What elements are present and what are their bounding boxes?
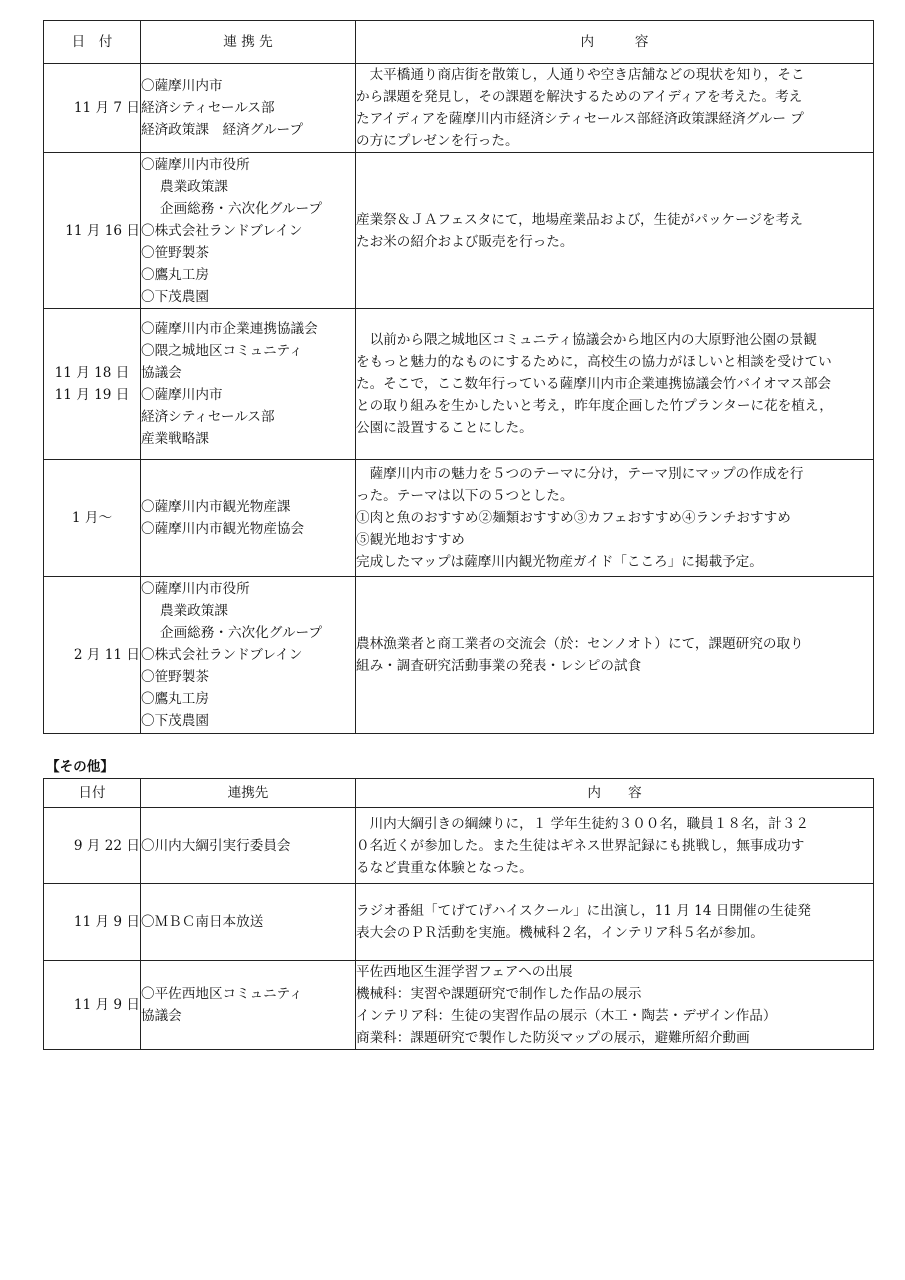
partner-line: 〇薩摩川内市企業連携協議会 bbox=[141, 321, 318, 337]
content-line: 組み・調査研究活動事業の発表・レシピの試食 bbox=[356, 658, 642, 674]
partner-line: 〇薩摩川内市観光物産協会 bbox=[141, 521, 305, 537]
content-line: 以前から隈之城地区コミュニティ協議会から地区内の大原野池公園の景観 bbox=[356, 332, 817, 348]
content-line: 平佐西地区生涯学習フェアへの出展 bbox=[356, 964, 573, 980]
partner-line: 〇株式会社ランドブレイン bbox=[141, 222, 303, 239]
section-heading-other: 【その他】 bbox=[46, 759, 114, 775]
row-partner bbox=[141, 961, 356, 1050]
content-line: 薩摩川内市の魅力を５つのテーマに分け，テーマ別にマップの作成を行 bbox=[356, 466, 804, 482]
row-partner bbox=[141, 153, 356, 309]
content-line: ０名近くが参加した。また生徒はギネス世界記録にも挑戦し，無事成功す bbox=[356, 837, 805, 854]
partner-line: 〇株式会社ランドブレイン bbox=[141, 647, 303, 663]
row-partner bbox=[141, 577, 356, 734]
content-line: 太平橋通り商店街を散策し，人通りや空き店舗などの現状を知り，そこ bbox=[356, 67, 805, 83]
content-line: との取り組みを生かしたいと考え，昨年度企画した竹プランターに花を植え， bbox=[356, 398, 833, 414]
partner-line: 協議会 bbox=[141, 1008, 182, 1024]
row-partner bbox=[141, 64, 356, 153]
partner-line: 経済シティセールス部 bbox=[141, 409, 275, 425]
partner-line: 企画総務・六次化グループ bbox=[160, 200, 323, 217]
header-partner: 連 携 先 bbox=[141, 21, 356, 64]
row-date: 1 月～ bbox=[44, 460, 141, 577]
partner-line: 〇薩摩川内市観光物産課 bbox=[141, 499, 291, 515]
row-date: 11 月 16 日 bbox=[44, 153, 141, 309]
partner-line: 農業政策課 bbox=[160, 178, 228, 195]
row-content bbox=[356, 961, 874, 1050]
row-content bbox=[356, 884, 874, 961]
content-line: ラジオ番組「てげてげハイスクール」に出演し，11 月 14 日開催の生徒発 bbox=[356, 903, 811, 919]
content-line: 完成したマップは薩摩川内観光物産ガイド「こころ」に掲載予定。 bbox=[356, 554, 763, 570]
content-line: 機械科：実習や課題研究で制作した作品の展示 bbox=[356, 986, 642, 1002]
row-content bbox=[356, 808, 874, 884]
partner-line: 産業戦略課 bbox=[141, 431, 209, 447]
partner-line: 〇隈之城地区コミュニティ bbox=[141, 343, 303, 359]
row-partner bbox=[141, 808, 356, 884]
row-content bbox=[356, 309, 874, 460]
partner-line: 経済シティセールス部 bbox=[141, 100, 275, 116]
content-line: った。テーマは以下の５つとした。 bbox=[356, 488, 574, 504]
content-line: 商業科：課題研究で製作した防災マップの展示，避難所紹介動画 bbox=[356, 1030, 750, 1046]
row-partner bbox=[141, 884, 356, 961]
partner-line: 〇平佐西地区コミュニティ bbox=[141, 986, 303, 1002]
content-line: 川内大綱引きの綱練りに，１ 学年生徒約３００名，職員１８名，計３２ bbox=[356, 815, 809, 832]
row-date: 11 月 9 日 bbox=[44, 961, 141, 1050]
content-line: たアイディアを薩摩川内市経済シティセールス部経済政策課経済グルー プ bbox=[356, 111, 804, 127]
partner-line: 〇ＭＢＣ南日本放送 bbox=[141, 914, 264, 930]
row-content bbox=[356, 460, 874, 577]
table-header-row bbox=[44, 779, 874, 808]
content-line: 表大会のＰＲ活動を実施。機械科２名，インテリア科５名が参加。 bbox=[356, 925, 764, 941]
activities-table bbox=[43, 20, 874, 734]
content-line: から課題を発見し，その課題を解決するためのアイディアを考えた。考え bbox=[356, 89, 803, 105]
table-header-row bbox=[44, 21, 874, 64]
partner-line: 〇薩摩川内市 bbox=[141, 78, 223, 94]
content-line: の方にプレゼンを行った。 bbox=[356, 133, 519, 149]
header-content: 内 容 bbox=[356, 779, 874, 808]
partner-line: 〇下茂農園 bbox=[141, 288, 209, 305]
content-line: るなど貴重な体験となった。 bbox=[356, 859, 533, 876]
partner-line: 〇下茂農園 bbox=[141, 713, 209, 729]
partner-line: 企画総務・六次化グループ bbox=[160, 625, 323, 641]
partner-line: 〇薩摩川内市役所 bbox=[141, 581, 250, 597]
other-activities-table bbox=[43, 778, 874, 1050]
table-row bbox=[44, 961, 874, 1050]
partner-line: 〇鷹丸工房 bbox=[141, 691, 209, 707]
row-content bbox=[356, 64, 874, 153]
date-line: 11 月 19 日 bbox=[54, 387, 130, 403]
partner-line: 農業政策課 bbox=[160, 603, 228, 619]
table-row bbox=[44, 884, 874, 961]
table-row bbox=[44, 808, 874, 884]
content-line: 農林漁業者と商工業者の交流会（於：センノオト）にて，課題研究の取り bbox=[356, 636, 804, 652]
content-line: た。そこで，ここ数年行っている薩摩川内市企業連携協議会竹バイオマス部会 bbox=[356, 376, 832, 392]
row-partner bbox=[141, 460, 356, 577]
content-line: ①肉と魚のおすすめ②麺類おすすめ③カフェおすすめ④ランチおすすめ bbox=[356, 510, 791, 526]
partner-line: 〇鷹丸工房 bbox=[141, 266, 209, 283]
table-row bbox=[44, 64, 874, 153]
row-date bbox=[44, 309, 141, 460]
content-line: たお米の紹介および販売を行った。 bbox=[356, 233, 574, 250]
partner-line: 経済政策課 経済グループ bbox=[141, 122, 304, 138]
row-partner bbox=[141, 309, 356, 460]
partner-line: 〇笹野製茶 bbox=[141, 244, 209, 261]
partner-line: 協議会 bbox=[141, 365, 182, 381]
partner-line: 〇薩摩川内市役所 bbox=[141, 156, 250, 173]
partner-line: 〇笹野製茶 bbox=[141, 669, 209, 685]
content-line: をもっと魅力的なものにするために，高校生の協力がほしいと相談を受けてい bbox=[356, 354, 832, 370]
table-row bbox=[44, 577, 874, 734]
row-content bbox=[356, 577, 874, 734]
row-date: 2 月 11 日 bbox=[44, 577, 141, 734]
header-date: 日付 bbox=[44, 779, 141, 808]
row-content bbox=[356, 153, 874, 309]
date-line: 11 月 18 日 bbox=[54, 365, 130, 381]
header-partner: 連携先 bbox=[141, 779, 356, 808]
table-row bbox=[44, 309, 874, 460]
header-date: 日 付 bbox=[44, 21, 141, 64]
row-date: 11 月 7 日 bbox=[44, 64, 141, 153]
partner-line: 〇薩摩川内市 bbox=[141, 387, 223, 403]
table-row bbox=[44, 460, 874, 577]
table-row bbox=[44, 153, 874, 309]
header-content: 内 容 bbox=[356, 21, 874, 64]
content-line: 産業祭＆ＪＡフェスタにて，地場産業品および，生徒がパッケージを考え bbox=[356, 211, 803, 228]
row-date: 11 月 9 日 bbox=[44, 884, 141, 961]
row-date: 9 月 22 日 bbox=[44, 808, 141, 884]
partner-line: 〇川内大綱引実行委員会 bbox=[141, 837, 291, 854]
content-line: 公園に設置することにした。 bbox=[356, 420, 533, 436]
content-line: ⑤観光地おすすめ bbox=[356, 532, 465, 548]
content-line: インテリア科：生徒の実習作品の展示（木工・陶芸・デザイン作品） bbox=[356, 1008, 777, 1024]
